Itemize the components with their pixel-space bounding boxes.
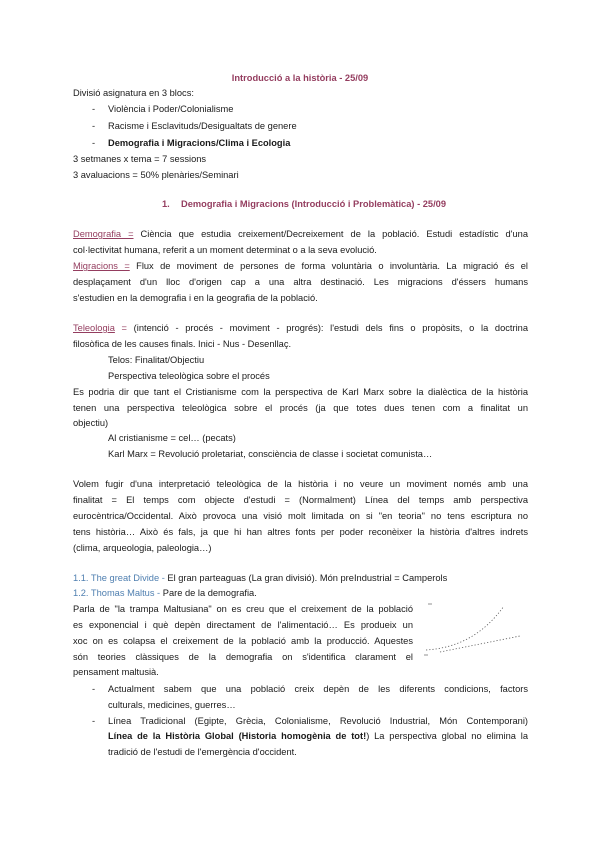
sessions-text: 3 setmanes x tema = 7 sessions [73,154,207,164]
paragraph-text: objectiu) [73,418,109,428]
paragraph-text: filosòfica de les causes finals. Inici - Nus - Desenllaç. [73,339,292,349]
subsection-1-1 [73,572,447,586]
subsection-label: 1.1. The great Divide - [73,573,165,583]
page-title: Introducció a la història - 25/09 [231,73,369,83]
intro-text: Divisió asignatura en 3 blocs: [73,88,194,98]
paragraph-text: desplaçament d'un lloc d'origen cap a una altra destinació. Les migracions d'éssers humans [73,277,528,287]
list-item: Racisme i Esclavituds/Desigualtats de genere [108,121,297,131]
subsection-text: El gran parteaguas (La gran divisió). Món preIndustrial = Camperols [164,573,448,583]
example-text: Karl Marx = Revolució proletariat, consciència de classe i societat comunista… [108,449,433,459]
paragraph-text: Es podria dir que tant el Cristianisme com la perspectiva de Karl Marx sobre la dialèctica de la història [73,387,528,397]
paragraph-text: es exponencial i què depèn directament de l'alimentació… Es produeix un [73,620,413,630]
telos-text: Telos: Finalitat/Objectiu [108,355,205,365]
evaluations-text: 3 avaluacions = 50% plenàries/Seminari [73,170,239,180]
bullet-text: Actualment sabem que una població creix depèn de les diferents condicions, factors [108,684,528,694]
population-growth-curve [426,606,504,650]
bullet-text-mixed [108,730,528,744]
bullet-text: Línea Tradicional (Egipte, Grècia, Colonialisme, Revolució Industrial, Món Contemporani) [108,716,528,726]
paragraph-text: xoc on es colapsa el creixement de la població amb la producció. Aquestes [73,636,413,646]
teleologia-paragraph [73,322,528,336]
list-dash: - [92,104,96,114]
list-dash: - [92,716,96,726]
paragraph-text: col·lectivitat humana, referit a un moment determinat o a la seva evolució. [73,245,377,255]
section-heading: Demografia i Migracions (Introducció i Problemàtica) - 25/09 [181,199,447,209]
list-dash: - [92,121,96,131]
section-number: 1. [162,199,170,209]
subsection-text: Pare de la demografia. [160,588,257,598]
list-item: Violència i Poder/Colonialisme [108,104,234,114]
list-item: Demografia i Migracions/Clima i Ecologia [108,138,291,148]
bullet-text: ) La perspectiva global no elimina la [366,731,528,741]
paragraph-text: eurocèntrica/Occidental. Això provoca una visió molt limitada on si "en teoria" no tens escriptura no [73,511,528,521]
term-teleologia: Teleologia [73,323,115,333]
paragraph-text: s'estudien en la demografia i en la geografia de la població. [73,293,318,303]
paragraph-text: Ciència que estudia creixement/Decreixement de la població. Estudi estadístic d'una [133,229,528,239]
equals-sign: = [114,323,134,333]
subsection-label: 1.2. Thomas Maltus - [73,588,161,598]
paragraph-text: són teories clàssiques de la demografia on s'identifica clarament el [73,652,413,662]
perspectiva-text: Perspectiva teleològica sobre el procés [108,371,270,381]
term-demografia: Demografia = [73,229,134,239]
paragraph-text: finalitat = El temps com objecte d'estudi = (Normalment) Línea del temps amb perspectiva [73,495,528,505]
list-dash: - [92,684,96,694]
term-migracions: Migracions = [73,261,130,271]
paragraph-text: pensament maltusià. [73,667,159,677]
bullet-text: tradició de l'estudi de l'emergència d'occident. [108,747,297,757]
production-growth-line [440,636,520,652]
list-dash: - [92,138,96,148]
paragraph-text: Volem fugir d'una interpretació teleològica de la història i no veure un moviment només amb una [73,479,528,489]
migracions-paragraph [73,260,528,274]
paragraph-text: tenen una perspectiva teleològica sobre el procés (ja que totes dues tenen com a finalitat un [73,403,528,413]
bold-text: Línea de la Història Global (Historia homogènia de tot! [108,731,367,741]
bullet-text: culturals, medicines, guerres… [108,700,236,710]
paragraph-text: (intenció - procés - moviment - progrés): l'estudi dels fins o propòsits, o la doctrina [133,323,528,333]
paragraph-text: (clima, arqueologia, paleologia…) [73,543,212,553]
malthus-growth-sketch [418,594,530,656]
paragraph-text: Parla de "la trampa Maltusiana" on es creu que el creixement de la població [73,604,413,614]
paragraph-text: Flux de moviment de persones de forma voluntària o involuntària. La migració és el [129,261,528,271]
demografia-paragraph [73,228,528,242]
example-text: Al cristianisme = cel… (pecats) [108,433,236,443]
subsection-1-2 [73,587,257,601]
paragraph-text: tens història… Això és fals, ja que hi han altres fonts per poder reconèixer la història d'altres indrets [73,527,528,537]
